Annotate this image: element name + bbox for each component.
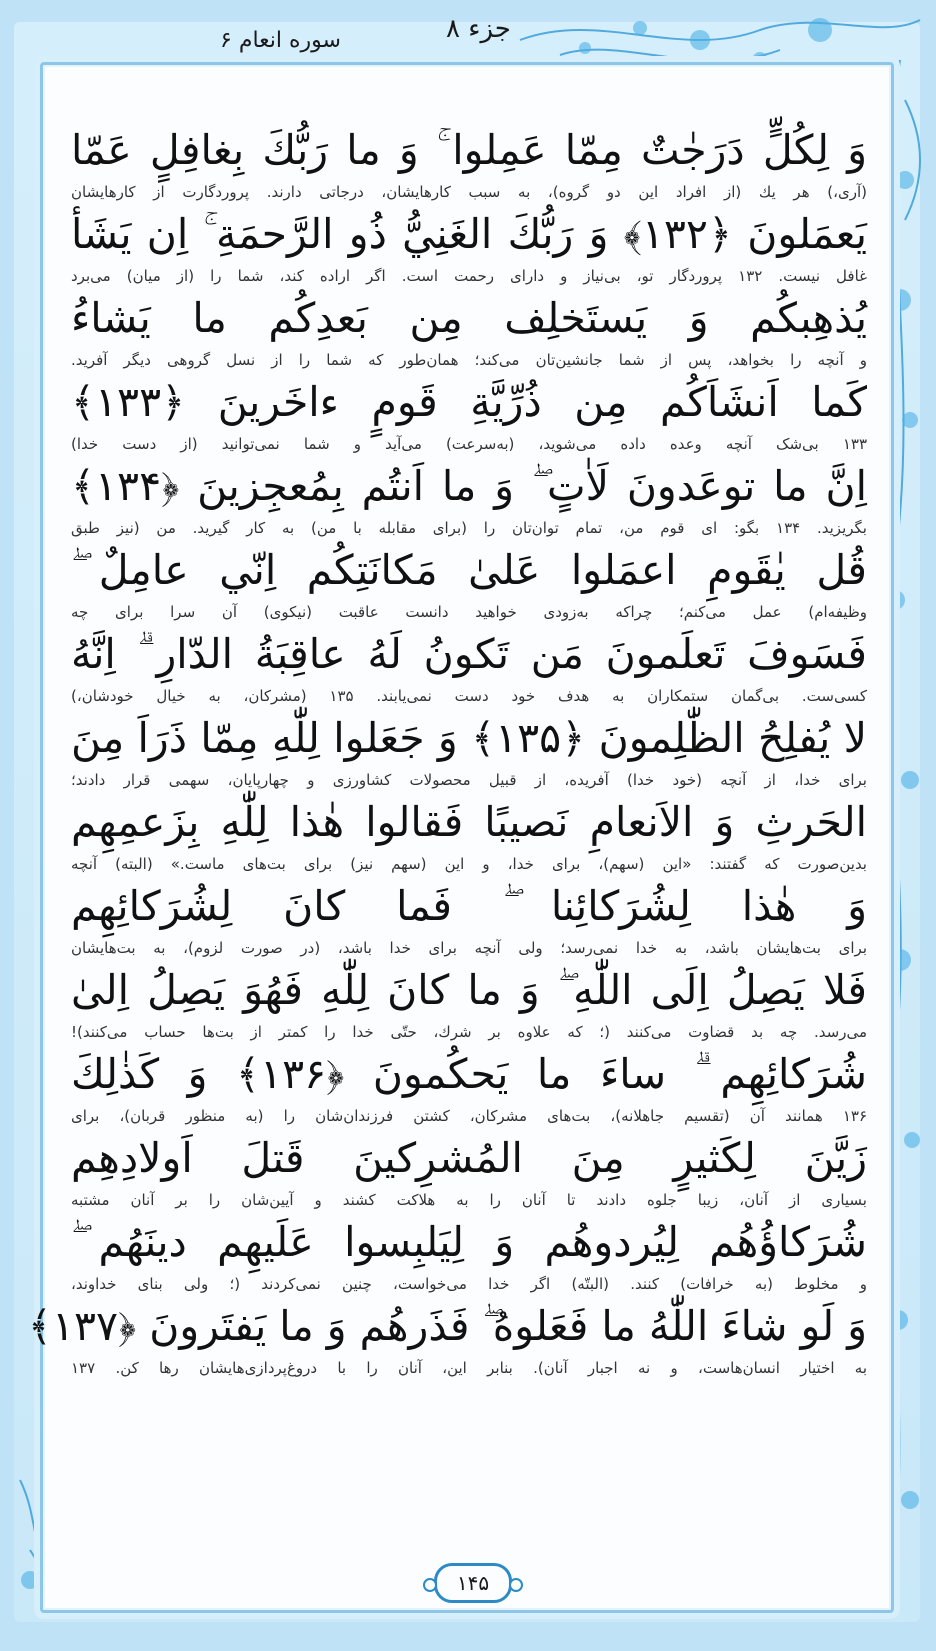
page-number: ۱۴۵	[434, 1563, 512, 1603]
surah-label: سوره انعام ۶	[220, 28, 341, 53]
juz-label: جزء ۸	[446, 14, 511, 44]
translation-line: و آنچه را بخواهد، پس از شما جانشین‌تان می‌کند؛ همان‌طور که شما را از نسل گروهی دیگر آفرید.	[71, 351, 867, 369]
verse-line: فَلا يَصِلُ اِلَى اللّٰهِ ۖ وَ ما كانَ لِلّٰهِ فَهُوَ يَصِلُ اِلىٰ	[71, 966, 867, 1014]
translation-line: بدین‌صورت که گفتند: «این (سهم)، برای خدا، و این (سهم نیز) برای بت‌های ماست.» (البته) آنچه	[71, 855, 867, 873]
verse-line: وَ لَو شاءَ اللّٰهُ ما فَعَلوهُ ۖ فَذَرهُم وَ ما يَفتَرونَ ﴿۱۳۷﴾	[27, 1302, 867, 1350]
translation-line: ۱۳۳ بی‌شک آنچه وعده داده می‌شوید، (به‌سرعت) می‌آید و شما نمی‌توانید (از دست خدا)	[71, 435, 867, 453]
translation-line: ۱۳۶ همانند آن (تقسیم جاهلانه)، بت‌های مشرکان، کشتن فرزندان‌شان را (به منظور قربان)، برای	[71, 1107, 867, 1125]
translation-line: بسیاری از آنان، زیبا جلوه دادند تا آنان را به هلاکت کشند و آیین‌شان را بر آنان مشتبه	[71, 1191, 867, 1209]
translation-line: برای بت‌هایشان باشد، به خدا نمی‌رسد؛ ولی آنچه برای خدا باشد، (در صورت لزوم)، به بت‌هایشان	[71, 939, 867, 957]
translation-line: (آری،) هر یك (از افراد این دو گروه)، به سبب کارهایشان، درجاتی دارند. پروردگارت از کارهایشان	[71, 183, 867, 201]
verse-line: قُل يٰقَومِ اعمَلوا عَلىٰ مَكانَتِكُم اِنّي عامِلٌ ۖ	[71, 546, 867, 594]
verse-line: وَ لِكُلٍّ دَرَجٰتٌ مِمّا عَمِلوا ۚ وَ ما رَبُّكَ بِغافِلٍ عَمّا	[71, 126, 867, 174]
verse-line: الحَرثِ وَ الاَنعامِ نَصيبًا فَقالوا هٰذا لِلّٰهِ بِزَعمِهِم	[71, 798, 867, 846]
translation-line: کسی‌ست. بی‌گمان ستمکاران به هدف خود دست نمی‌یابند. ۱۳۵ (مشرکان، به خیال خودشان،)	[71, 687, 868, 705]
translation-line: و مخلوط (به خرافات) کنند. (البتّه) اگر خدا می‌خواست، چنین نمی‌کردند (؛ ولی بنای خداوند،	[71, 1275, 867, 1293]
translation-line: غافل نیست. ۱۳۲ پروردگار تو، بی‌نیاز و دارای رحمت است. اگر اراده کند، شما را (از میان) می‌برد	[71, 267, 868, 285]
translation-line: وظیفه‌ام) عمل می‌کنم؛ چراکه به‌زودی خواهید دانست عاقبت (نیکوی) آن سرا برای چه	[71, 603, 867, 621]
verse-line: اِنَّ ما توعَدونَ لَاٰتٍ ۖ وَ ما اَنتُم بِمُعجِزينَ ﴿۱۳۴﴾	[71, 462, 867, 510]
verse-line: لا يُفلِحُ الظّٰلِمونَ ﴿۱۳۵﴾ وَ جَعَلوا لِلّٰهِ مِمّا ذَرَاَ مِنَ	[71, 714, 867, 762]
translation-line: می‌رسد. چه بد قضاوت می‌کنند (؛ که علاوه بر شرك، حتّی خدا را کمتر از بت‌ها حساب می‌کنند)!	[71, 1023, 867, 1041]
verse-line: شُرَكاؤُهُم لِيُردوهُم وَ لِيَلبِسوا عَلَيهِم دينَهُم ۖ	[71, 1218, 867, 1266]
verse-line: شُرَكائِهِم ۗ ساءَ ما يَحكُمونَ ﴿۱۳۶﴾ وَ كَذٰلِكَ	[71, 1050, 867, 1098]
quran-page	[27, 62, 894, 1613]
translation-line: بگریزید. ۱۳۴ بگو: ای قوم من، تمام توان‌تان را (برای مقابله با من) به کار گیرید. من (نیز طبق	[71, 519, 867, 537]
verse-line: يَعمَلونَ ﴿۱۳۲﴾ وَ رَبُّكَ الغَنِيُّ ذُو الرَّحمَةِ ۚ اِن يَشَأ	[71, 210, 867, 258]
page-header	[0, 14, 936, 60]
verse-line: وَ هٰذا لِشُرَكائِنا ۖ فَما كانَ لِشُرَكائِهِم	[71, 882, 867, 930]
verse-line: يُذهِبكُم وَ يَستَخلِف مِن بَعدِكُم ما يَشاءُ	[71, 294, 867, 342]
translation-line: به اختیار انسان‌هاست، و نه اجبار آنان). بنابر این، آنان را با دروغ‌پردازی‌هایشان رها کن. ۱۳۷	[71, 1359, 867, 1377]
verse-line: كَما اَنشَاَكُم مِن ذُرِّيَّةِ قَومٍ ءاخَرينَ ﴿۱۳۳﴾	[71, 378, 867, 426]
text-lines	[27, 121, 868, 1381]
verse-line: فَسَوفَ تَعلَمونَ مَن تَكونُ لَهُ عاقِبَةُ الدّارِ ۗ اِنَّهُ	[71, 630, 867, 678]
verse-line: زَيَّنَ لِكَثيرٍ مِنَ المُشرِكينَ قَتلَ اَولادِهِم	[71, 1134, 867, 1182]
translation-line: برای خدا، از آنچه (خود خدا) آفریده، از قبیل محصولات کشاورزی و چهارپایان، سهمی قرار دادند؛	[71, 771, 867, 789]
